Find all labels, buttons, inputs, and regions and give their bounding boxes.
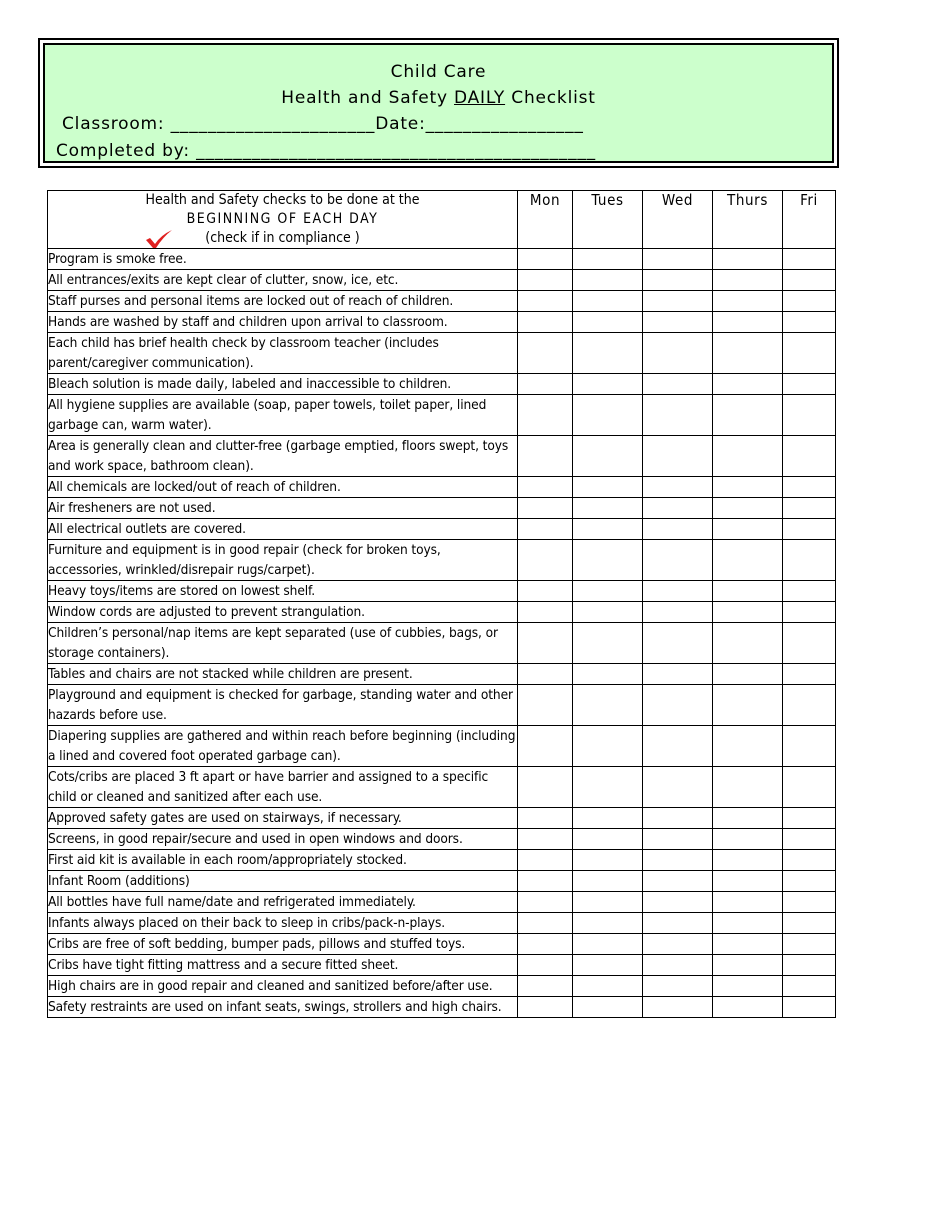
check-cell-wed[interactable] bbox=[643, 374, 713, 395]
day-header-fri: Fri bbox=[783, 191, 836, 249]
check-cell-fri[interactable] bbox=[783, 249, 836, 270]
checklist-item-text: Furniture and equipment is in good repair (check for broken toys, accessories, wrinkled/disrepair rugs/carpet). bbox=[48, 540, 518, 581]
day-header-mon: Mon bbox=[518, 191, 573, 249]
check-cell-mon[interactable] bbox=[518, 291, 573, 312]
check-cell-tues[interactable] bbox=[573, 685, 643, 726]
check-cell-fri[interactable] bbox=[783, 664, 836, 685]
check-cell-wed[interactable] bbox=[643, 436, 713, 477]
check-cell-wed[interactable] bbox=[643, 767, 713, 808]
table-row bbox=[48, 291, 836, 312]
checklist-item-text: Screens, in good repair/secure and used in open windows and doors. bbox=[48, 829, 518, 850]
title-prefix: Health and Safety bbox=[281, 88, 455, 108]
check-cell-fri[interactable] bbox=[783, 333, 836, 374]
header-row bbox=[48, 191, 836, 249]
check-cell-wed[interactable] bbox=[643, 934, 713, 955]
check-cell-thurs[interactable] bbox=[713, 436, 783, 477]
title-line-2 bbox=[45, 88, 832, 108]
check-cell-thurs[interactable] bbox=[713, 540, 783, 581]
check-cell-wed[interactable] bbox=[643, 664, 713, 685]
check-cell-mon[interactable] bbox=[518, 477, 573, 498]
check-cell-thurs[interactable] bbox=[713, 997, 783, 1018]
table-row bbox=[48, 913, 836, 934]
title-daily: DAILY bbox=[454, 88, 506, 108]
checklist-item-text: Children’s personal/nap items are kept separated (use of cubbies, bags, or storage containers). bbox=[48, 623, 518, 664]
check-cell-tues[interactable] bbox=[573, 955, 643, 976]
checklist-item-text: Cribs have tight fitting mattress and a secure fitted sheet. bbox=[48, 955, 518, 976]
checklist-item-text: Hands are washed by staff and children upon arrival to classroom. bbox=[48, 312, 518, 333]
table-row bbox=[48, 270, 836, 291]
check-cell-thurs[interactable] bbox=[713, 333, 783, 374]
table-row bbox=[48, 623, 836, 664]
check-cell-tues[interactable] bbox=[573, 395, 643, 436]
check-cell-tues[interactable] bbox=[573, 829, 643, 850]
check-cell-tues[interactable] bbox=[573, 312, 643, 333]
check-cell-tues[interactable] bbox=[573, 519, 643, 540]
check-cell-fri[interactable] bbox=[783, 997, 836, 1018]
check-cell-fri[interactable] bbox=[783, 540, 836, 581]
table-row bbox=[48, 808, 836, 829]
check-cell-thurs[interactable] bbox=[713, 374, 783, 395]
description-header bbox=[48, 191, 518, 249]
check-cell-mon[interactable] bbox=[518, 249, 573, 270]
table-row bbox=[48, 498, 836, 519]
check-cell-mon[interactable] bbox=[518, 685, 573, 726]
check-cell-tues[interactable] bbox=[573, 767, 643, 808]
check-cell-wed[interactable] bbox=[643, 602, 713, 623]
check-cell-thurs[interactable] bbox=[713, 249, 783, 270]
check-cell-tues[interactable] bbox=[573, 623, 643, 664]
check-cell-tues[interactable] bbox=[573, 871, 643, 892]
day-header-thurs: Thurs bbox=[713, 191, 783, 249]
check-cell-tues[interactable] bbox=[573, 436, 643, 477]
table-row bbox=[48, 312, 836, 333]
check-cell-wed[interactable] bbox=[643, 249, 713, 270]
table-row bbox=[48, 395, 836, 436]
check-cell-wed[interactable] bbox=[643, 291, 713, 312]
checklist-item-text: Air fresheners are not used. bbox=[48, 498, 518, 519]
check-cell-wed[interactable] bbox=[643, 997, 713, 1018]
check-cell-thurs[interactable] bbox=[713, 477, 783, 498]
checklist-item-text: First aid kit is available in each room/appropriately stocked. bbox=[48, 850, 518, 871]
check-cell-wed[interactable] bbox=[643, 312, 713, 333]
check-cell-tues[interactable] bbox=[573, 540, 643, 581]
checklist-item-text: Bleach solution is made daily, labeled and inaccessible to children. bbox=[48, 374, 518, 395]
checklist-item-text: Staff purses and personal items are locked out of reach of children. bbox=[48, 291, 518, 312]
table-row bbox=[48, 477, 836, 498]
check-cell-tues[interactable] bbox=[573, 374, 643, 395]
day-header-tues: Tues bbox=[573, 191, 643, 249]
check-cell-fri[interactable] bbox=[783, 291, 836, 312]
check-cell-tues[interactable] bbox=[573, 808, 643, 829]
check-cell-fri[interactable] bbox=[783, 519, 836, 540]
table-row bbox=[48, 374, 836, 395]
check-cell-wed[interactable] bbox=[643, 808, 713, 829]
check-cell-tues[interactable] bbox=[573, 726, 643, 767]
classroom-date-line[interactable]: Classroom: ______________________Date:_________________ bbox=[62, 114, 584, 134]
check-cell-fri[interactable] bbox=[783, 871, 836, 892]
check-cell-fri[interactable] bbox=[783, 976, 836, 997]
check-cell-wed[interactable] bbox=[643, 850, 713, 871]
check-cell-tues[interactable] bbox=[573, 498, 643, 519]
check-cell-thurs[interactable] bbox=[713, 726, 783, 767]
checklist-item-text: Each child has brief health check by classroom teacher (includes parent/caregiver communication). bbox=[48, 333, 518, 374]
check-cell-tues[interactable] bbox=[573, 913, 643, 934]
completed-by-line[interactable]: Completed by: ___________________________________________ bbox=[56, 141, 596, 161]
check-cell-fri[interactable] bbox=[783, 829, 836, 850]
check-cell-thurs[interactable] bbox=[713, 934, 783, 955]
check-cell-fri[interactable] bbox=[783, 913, 836, 934]
check-cell-wed[interactable] bbox=[643, 395, 713, 436]
check-cell-thurs[interactable] bbox=[713, 913, 783, 934]
checklist-item-text: All electrical outlets are covered. bbox=[48, 519, 518, 540]
check-cell-fri[interactable] bbox=[783, 892, 836, 913]
checklist-item-text: Tables and chairs are not stacked while children are present. bbox=[48, 664, 518, 685]
check-cell-wed[interactable] bbox=[643, 726, 713, 767]
table-row bbox=[48, 664, 836, 685]
check-cell-mon[interactable] bbox=[518, 333, 573, 374]
check-cell-fri[interactable] bbox=[783, 934, 836, 955]
checklist-item-text: Playground and equipment is checked for garbage, standing water and other hazards before use. bbox=[48, 685, 518, 726]
check-cell-thurs[interactable] bbox=[713, 664, 783, 685]
check-cell-mon[interactable] bbox=[518, 850, 573, 871]
check-cell-tues[interactable] bbox=[573, 997, 643, 1018]
check-cell-tues[interactable] bbox=[573, 477, 643, 498]
check-cell-wed[interactable] bbox=[643, 540, 713, 581]
check-cell-thurs[interactable] bbox=[713, 498, 783, 519]
check-cell-tues[interactable] bbox=[573, 333, 643, 374]
check-cell-tues[interactable] bbox=[573, 892, 643, 913]
check-cell-fri[interactable] bbox=[783, 498, 836, 519]
table-row bbox=[48, 997, 836, 1018]
check-cell-mon[interactable] bbox=[518, 934, 573, 955]
checklist-item-text: All entrances/exits are kept clear of clutter, snow, ice, etc. bbox=[48, 270, 518, 291]
table-row bbox=[48, 955, 836, 976]
check-cell-mon[interactable] bbox=[518, 913, 573, 934]
check-cell-wed[interactable] bbox=[643, 270, 713, 291]
check-cell-thurs[interactable] bbox=[713, 312, 783, 333]
day-header-wed: Wed bbox=[643, 191, 713, 249]
check-cell-mon[interactable] bbox=[518, 767, 573, 808]
table-row bbox=[48, 333, 836, 374]
check-cell-wed[interactable] bbox=[643, 829, 713, 850]
check-cell-wed[interactable] bbox=[643, 955, 713, 976]
check-cell-thurs[interactable] bbox=[713, 602, 783, 623]
check-cell-thurs[interactable] bbox=[713, 519, 783, 540]
check-cell-fri[interactable] bbox=[783, 436, 836, 477]
check-cell-thurs[interactable] bbox=[713, 270, 783, 291]
check-cell-wed[interactable] bbox=[643, 871, 713, 892]
table-row bbox=[48, 850, 836, 871]
header-line-2: BEGINNING OF EACH DAY bbox=[186, 211, 379, 227]
checklist-item-text: Window cords are adjusted to prevent strangulation. bbox=[48, 602, 518, 623]
check-cell-mon[interactable] bbox=[518, 519, 573, 540]
checklist-item-text: High chairs are in good repair and cleaned and sanitized before/after use. bbox=[48, 976, 518, 997]
check-cell-thurs[interactable] bbox=[713, 955, 783, 976]
check-cell-mon[interactable] bbox=[518, 955, 573, 976]
table-row bbox=[48, 871, 836, 892]
check-cell-mon[interactable] bbox=[518, 270, 573, 291]
table-row bbox=[48, 581, 836, 602]
check-cell-fri[interactable] bbox=[783, 767, 836, 808]
check-cell-fri[interactable] bbox=[783, 623, 836, 664]
checklist-item-text: Diapering supplies are gathered and within reach before beginning (including a lined and covered foot operated garbage can). bbox=[48, 726, 518, 767]
header-line-3: (check if in compliance ) bbox=[205, 230, 360, 246]
check-cell-fri[interactable] bbox=[783, 270, 836, 291]
checklist-item-text: Safety restraints are used on infant seats, swings, strollers and high chairs. bbox=[48, 997, 518, 1018]
checklist-table bbox=[47, 190, 836, 1018]
check-cell-thurs[interactable] bbox=[713, 892, 783, 913]
checkmark-icon bbox=[144, 229, 174, 249]
checklist-item-text: All bottles have full name/date and refrigerated immediately. bbox=[48, 892, 518, 913]
checklist-item-text: All hygiene supplies are available (soap, paper towels, toilet paper, lined garbage can, warm water). bbox=[48, 395, 518, 436]
check-cell-thurs[interactable] bbox=[713, 850, 783, 871]
checklist-item-text: Infants always placed on their back to sleep in cribs/pack-n-plays. bbox=[48, 913, 518, 934]
check-cell-fri[interactable] bbox=[783, 955, 836, 976]
check-cell-mon[interactable] bbox=[518, 436, 573, 477]
checklist-item-text: Area is generally clean and clutter-free (garbage emptied, floors swept, toys and work space, bathroom clean). bbox=[48, 436, 518, 477]
check-cell-mon[interactable] bbox=[518, 374, 573, 395]
check-cell-tues[interactable] bbox=[573, 249, 643, 270]
checklist-item-text: Infant Room (additions) bbox=[48, 871, 518, 892]
header-frame bbox=[38, 38, 839, 168]
table-row bbox=[48, 767, 836, 808]
check-cell-wed[interactable] bbox=[643, 623, 713, 664]
check-cell-wed[interactable] bbox=[643, 581, 713, 602]
check-cell-thurs[interactable] bbox=[713, 976, 783, 997]
check-cell-wed[interactable] bbox=[643, 519, 713, 540]
check-cell-fri[interactable] bbox=[783, 581, 836, 602]
check-cell-thurs[interactable] bbox=[713, 685, 783, 726]
check-cell-thurs[interactable] bbox=[713, 291, 783, 312]
check-cell-fri[interactable] bbox=[783, 808, 836, 829]
check-cell-fri[interactable] bbox=[783, 374, 836, 395]
header-box bbox=[43, 43, 834, 163]
check-cell-tues[interactable] bbox=[573, 850, 643, 871]
check-cell-wed[interactable] bbox=[643, 913, 713, 934]
table-row bbox=[48, 540, 836, 581]
check-cell-tues[interactable] bbox=[573, 934, 643, 955]
check-cell-fri[interactable] bbox=[783, 312, 836, 333]
table-row bbox=[48, 249, 836, 270]
table-row bbox=[48, 934, 836, 955]
check-cell-mon[interactable] bbox=[518, 664, 573, 685]
check-cell-mon[interactable] bbox=[518, 395, 573, 436]
check-cell-mon[interactable] bbox=[518, 871, 573, 892]
check-cell-fri[interactable] bbox=[783, 602, 836, 623]
check-cell-thurs[interactable] bbox=[713, 623, 783, 664]
check-cell-fri[interactable] bbox=[783, 726, 836, 767]
check-cell-tues[interactable] bbox=[573, 291, 643, 312]
check-cell-thurs[interactable] bbox=[713, 871, 783, 892]
checklist-item-text: Cots/cribs are placed 3 ft apart or have barrier and assigned to a specific child or cleaned and sanitized after each use. bbox=[48, 767, 518, 808]
header-line-1: Health and Safety checks to be done at the bbox=[145, 192, 420, 208]
check-cell-wed[interactable] bbox=[643, 477, 713, 498]
checklist-item-text: All chemicals are locked/out of reach of children. bbox=[48, 477, 518, 498]
check-cell-mon[interactable] bbox=[518, 602, 573, 623]
check-cell-thurs[interactable] bbox=[713, 808, 783, 829]
table-row bbox=[48, 976, 836, 997]
check-cell-tues[interactable] bbox=[573, 664, 643, 685]
check-cell-mon[interactable] bbox=[518, 892, 573, 913]
table-row bbox=[48, 685, 836, 726]
check-cell-fri[interactable] bbox=[783, 395, 836, 436]
table-row bbox=[48, 892, 836, 913]
check-cell-fri[interactable] bbox=[783, 850, 836, 871]
title-line-1: Child Care bbox=[390, 62, 487, 82]
check-cell-wed[interactable] bbox=[643, 498, 713, 519]
checklist-item-text: Cribs are free of soft bedding, bumper pads, pillows and stuffed toys. bbox=[48, 934, 518, 955]
title-suffix: Checklist bbox=[505, 88, 596, 108]
checklist-item-text: Approved safety gates are used on stairways, if necessary. bbox=[48, 808, 518, 829]
check-cell-thurs[interactable] bbox=[713, 581, 783, 602]
check-cell-mon[interactable] bbox=[518, 808, 573, 829]
check-cell-mon[interactable] bbox=[518, 312, 573, 333]
check-cell-tues[interactable] bbox=[573, 270, 643, 291]
check-cell-tues[interactable] bbox=[573, 602, 643, 623]
check-cell-wed[interactable] bbox=[643, 333, 713, 374]
check-cell-mon[interactable] bbox=[518, 498, 573, 519]
table-row bbox=[48, 519, 836, 540]
checklist-item-text: Heavy toys/items are stored on lowest shelf. bbox=[48, 581, 518, 602]
check-cell-tues[interactable] bbox=[573, 581, 643, 602]
check-cell-mon[interactable] bbox=[518, 976, 573, 997]
check-cell-wed[interactable] bbox=[643, 892, 713, 913]
table-row bbox=[48, 726, 836, 767]
check-cell-fri[interactable] bbox=[783, 477, 836, 498]
check-cell-mon[interactable] bbox=[518, 829, 573, 850]
check-cell-thurs[interactable] bbox=[713, 767, 783, 808]
check-cell-thurs[interactable] bbox=[713, 395, 783, 436]
check-cell-fri[interactable] bbox=[783, 685, 836, 726]
table-row bbox=[48, 829, 836, 850]
check-cell-wed[interactable] bbox=[643, 685, 713, 726]
check-cell-mon[interactable] bbox=[518, 726, 573, 767]
check-cell-thurs[interactable] bbox=[713, 829, 783, 850]
check-cell-mon[interactable] bbox=[518, 997, 573, 1018]
check-cell-tues[interactable] bbox=[573, 976, 643, 997]
table-row bbox=[48, 436, 836, 477]
checklist-item-text: Program is smoke free. bbox=[48, 249, 518, 270]
check-cell-mon[interactable] bbox=[518, 540, 573, 581]
check-cell-mon[interactable] bbox=[518, 623, 573, 664]
check-cell-mon[interactable] bbox=[518, 581, 573, 602]
table-row bbox=[48, 602, 836, 623]
check-cell-wed[interactable] bbox=[643, 976, 713, 997]
